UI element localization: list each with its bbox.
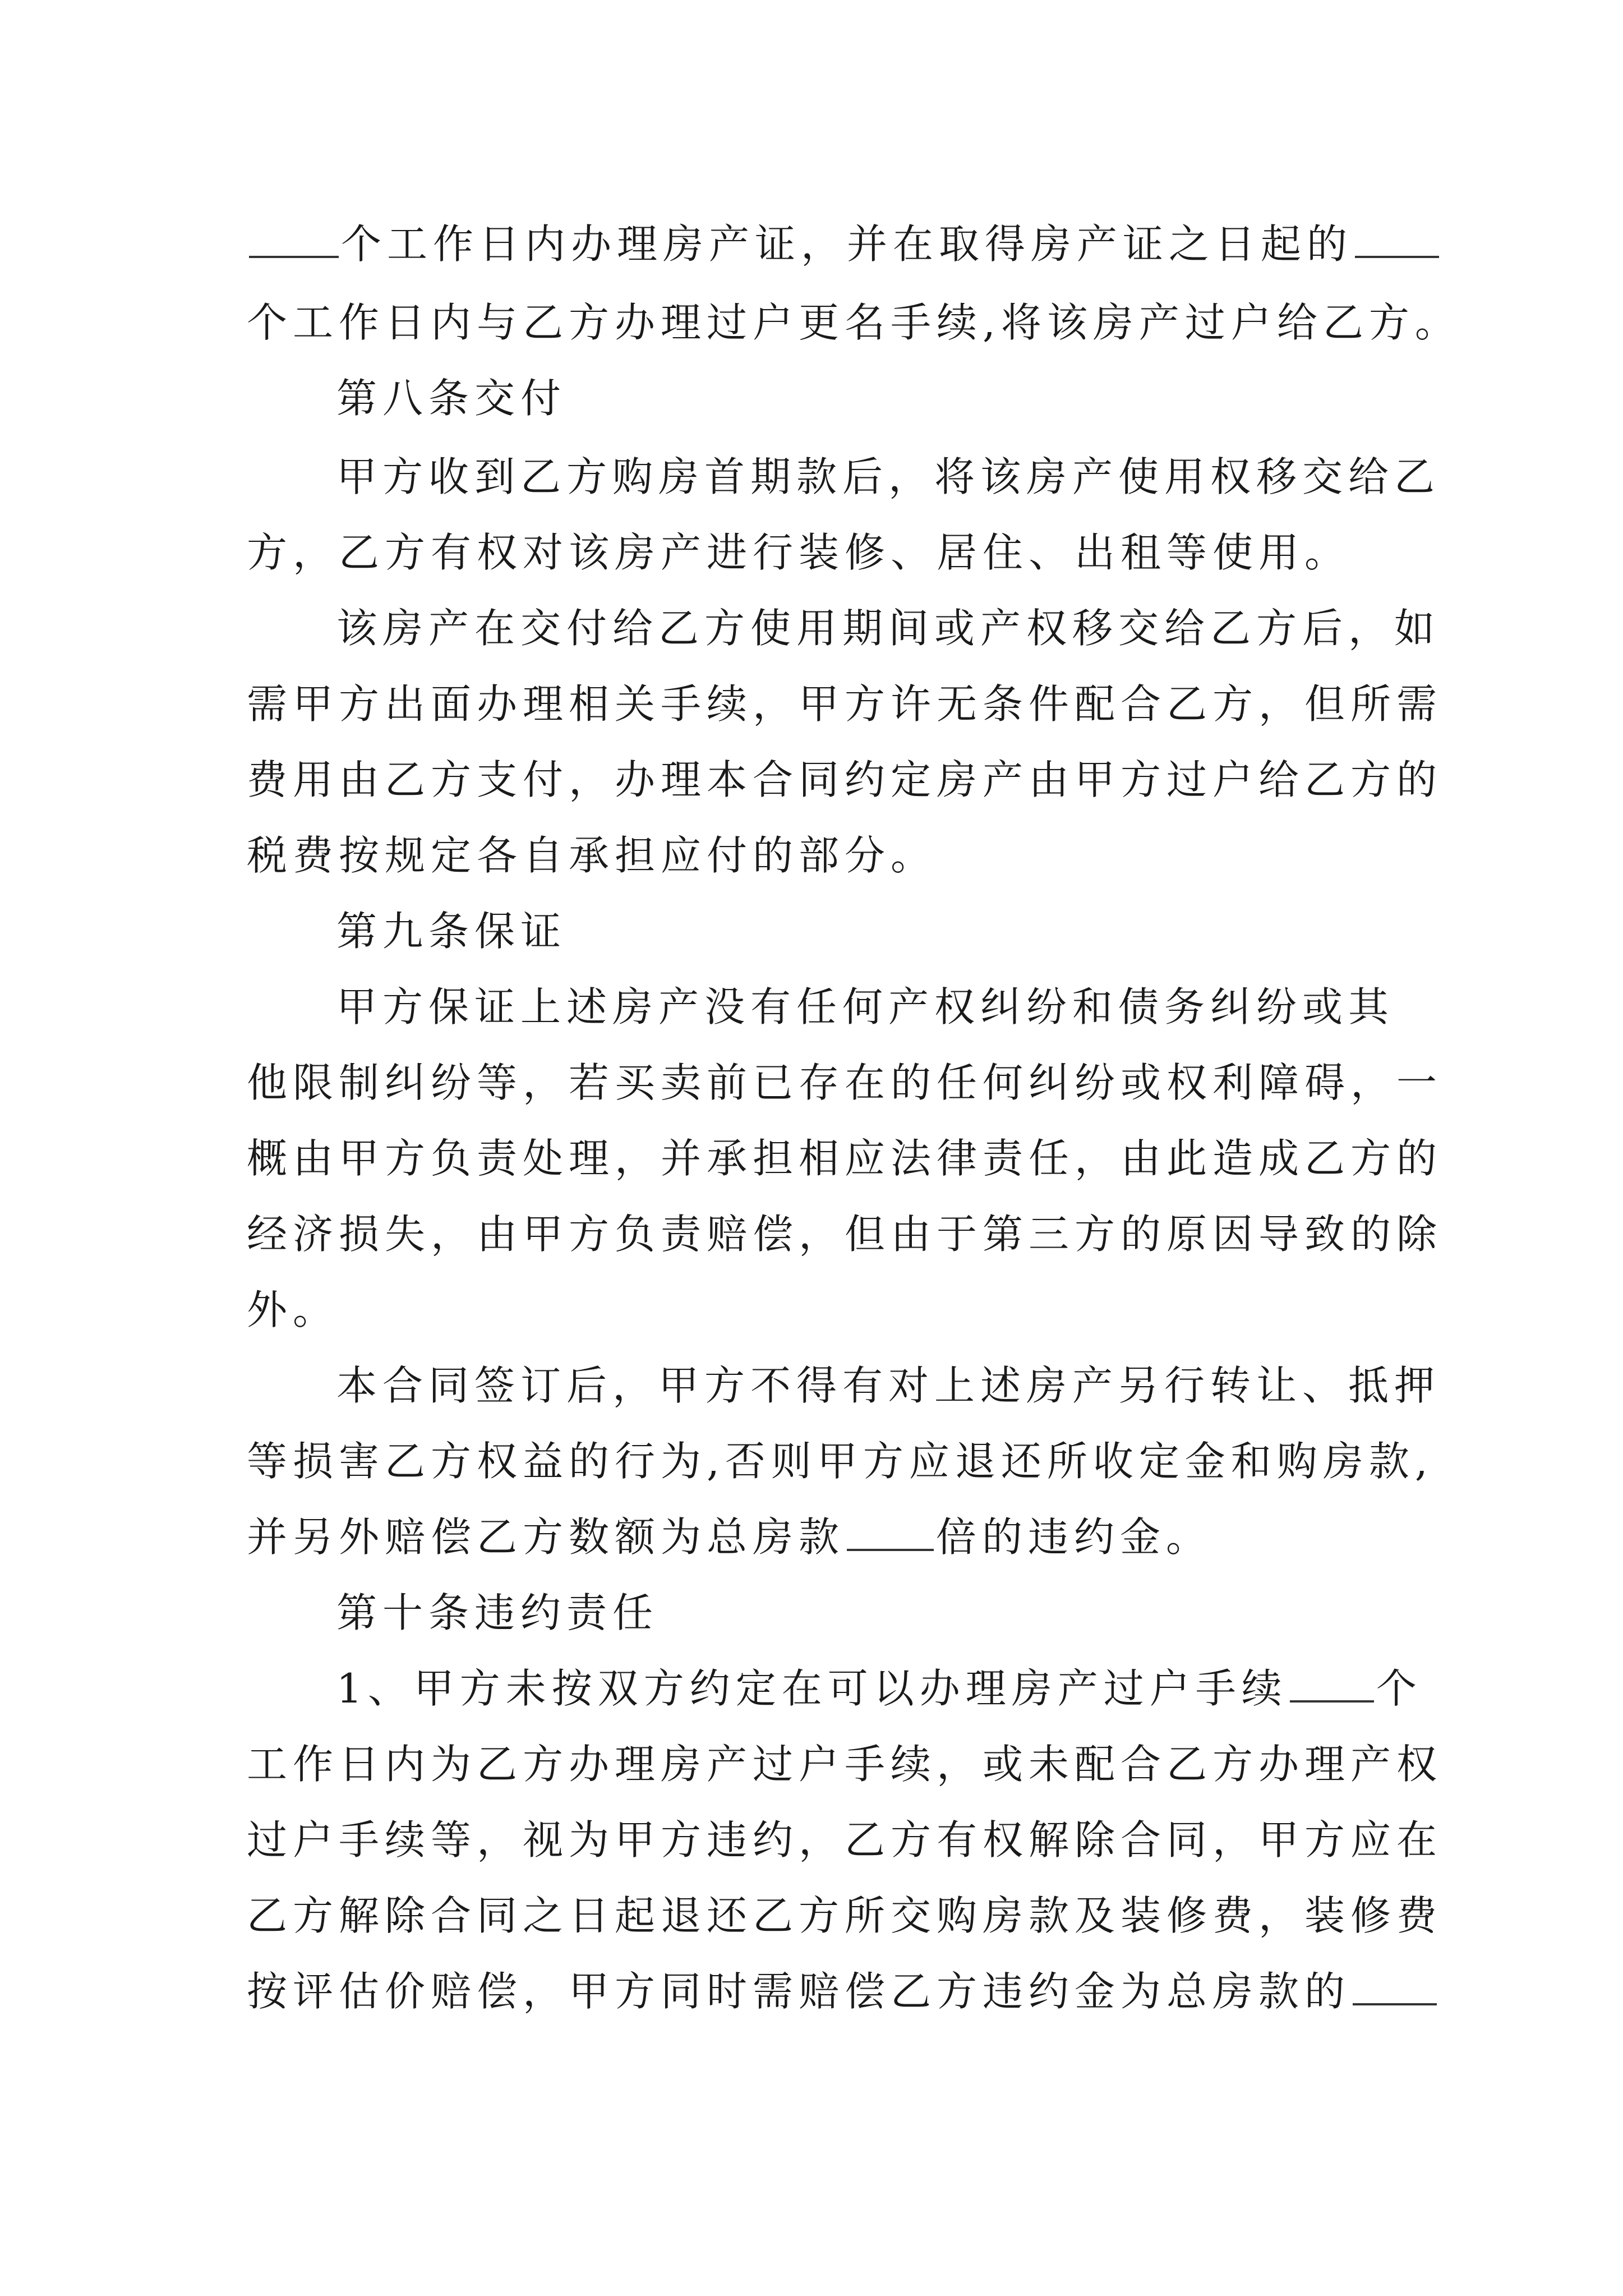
text-line: [247, 1130, 1442, 1186]
text-line: [247, 1282, 339, 1338]
section-heading-10: [336, 1585, 658, 1641]
text-line: [247, 295, 1461, 351]
line-text: 等损害乙方权益的行为,否则甲方应退还所收定金和购房款,: [247, 1438, 1433, 1485]
heading-text: 第八条交付: [336, 375, 567, 422]
line-text: 外。: [247, 1286, 339, 1333]
line-text: 费用由乙方支付，办理本合同约定房产由甲方过户给乙方的: [247, 756, 1443, 803]
fill-blank: [1353, 1966, 1437, 2005]
section-heading-9: [336, 903, 566, 959]
text-line: [247, 524, 1350, 581]
section-heading-8: [336, 370, 566, 426]
text-line: [247, 1888, 1442, 1944]
text-line: [336, 600, 1440, 656]
heading-text: 第十条违约责任: [336, 1589, 659, 1636]
line-text: 概由甲方负责处理，并承担相应法律责任，由此造成乙方的: [247, 1135, 1443, 1182]
line-text: 该房产在交付给乙方使用期间或产权移交给乙方后，如: [336, 605, 1441, 652]
line-text: 税费按规定各自承担应付的部分。: [247, 832, 937, 879]
line-text: 过户手续等，视为甲方违约，乙方有权解除合同，甲方应在: [247, 1816, 1443, 1864]
line-text: 经济损失，由甲方负责赔偿，但由于第三方的原因导致的除: [247, 1211, 1443, 1258]
heading-text: 第九条保证: [336, 908, 567, 955]
text-line: [336, 1660, 1422, 1717]
line-text: 个工作日内与乙方办理过户更名手续,将该房产过户给乙方。: [247, 299, 1461, 346]
line-text: 乙方解除合同之日起退还乙方所交购房款及装修费，装修费: [247, 1892, 1443, 1939]
line-text: 需甲方出面办理相关手续，甲方许无条件配合乙方，但所需: [247, 680, 1443, 728]
text-line: [247, 1736, 1442, 1792]
fill-blank: [249, 219, 339, 258]
line-text: 他限制纠纷等，若买卖前已存在的任何纠纷或权利障碍，一: [247, 1059, 1443, 1106]
line-text: 倍的违约金。: [936, 1513, 1212, 1561]
fill-blank: [847, 1512, 934, 1551]
text-line: [247, 1206, 1442, 1262]
line-text: 本合同签订后，甲方不得有对上述房产另行转让、抵押: [336, 1362, 1441, 1409]
line-text: 1、甲方未按双方约定在可以办理房产过户手续: [336, 1665, 1288, 1712]
line-text: 甲方保证上述房产没有任何产权纠纷和债务纠纷或其: [336, 983, 1395, 1030]
line-text: 按评估价赔偿，甲方同时需赔偿乙方违约金为总房款的: [247, 1968, 1351, 2015]
text-line: [336, 449, 1440, 505]
line-text: 甲方收到乙方购房首期款后，将该房产使用权移交给乙: [336, 453, 1441, 500]
text-line: [247, 1055, 1442, 1111]
text-line: [247, 752, 1442, 808]
text-line: [247, 1963, 1439, 2019]
text-line: [336, 979, 1394, 1035]
text-line: [247, 1433, 1433, 1489]
fill-blank: [1355, 219, 1439, 258]
line-text: 个工作日内办理房产证，并在取得房产证之日起的: [341, 220, 1353, 268]
text-line: [247, 1812, 1442, 1868]
text-line: [336, 1358, 1440, 1414]
line-text: 并另外赔偿乙方数额为总房款: [247, 1513, 845, 1561]
text-line: [247, 1509, 1212, 1565]
text-line: [247, 827, 937, 884]
line-text: 个: [1376, 1665, 1422, 1712]
text-line: [247, 216, 1441, 272]
fill-blank: [1290, 1663, 1374, 1703]
text-line: [247, 676, 1442, 732]
line-text: 方，乙方有权对该房产进行装修、居住、出租等使用。: [247, 529, 1351, 576]
line-text: 工作日内为乙方办理房产过户手续，或未配合乙方办理产权: [247, 1741, 1443, 1788]
